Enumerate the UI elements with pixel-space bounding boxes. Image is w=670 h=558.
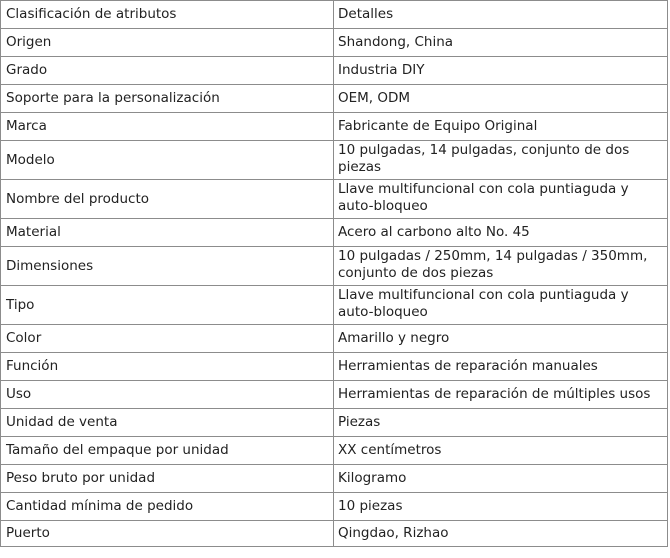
detail-cell: Herramientas de reparación de múltiples usos (334, 381, 668, 409)
table-row (1, 465, 668, 493)
table-row (1, 29, 668, 57)
attribute-cell: Cantidad mínima de pedido (1, 493, 334, 521)
table-row (1, 286, 668, 325)
table-row (1, 381, 668, 409)
table-header-row (1, 1, 668, 29)
table-row (1, 409, 668, 437)
detail-cell: 10 pulgadas, 14 pulgadas, conjunto de dos piezas (334, 141, 668, 180)
attribute-cell: Grado (1, 57, 334, 85)
detail-cell: Shandong, China (334, 29, 668, 57)
attribute-cell: Uso (1, 381, 334, 409)
detail-cell: Amarillo y negro (334, 325, 668, 353)
table-row (1, 325, 668, 353)
table-row (1, 219, 668, 247)
table-row (1, 493, 668, 521)
detail-cell: Piezas (334, 409, 668, 437)
detail-cell: Llave multifuncional con cola puntiaguda y auto-bloqueo (334, 180, 668, 219)
table-row (1, 85, 668, 113)
attribute-header: Clasificación de atributos (1, 1, 334, 29)
detail-cell: Kilogramo (334, 465, 668, 493)
attribute-cell: Dimensiones (1, 247, 334, 286)
detail-header: Detalles (334, 1, 668, 29)
attribute-cell: Material (1, 219, 334, 247)
table-row (1, 113, 668, 141)
attribute-cell: Modelo (1, 141, 334, 180)
attribute-cell: Peso bruto por unidad (1, 465, 334, 493)
detail-cell: OEM, ODM (334, 85, 668, 113)
table-row (1, 247, 668, 286)
table-row (1, 437, 668, 465)
table-row (1, 353, 668, 381)
detail-cell: Qingdao, Rizhao (334, 521, 668, 547)
detail-cell: Industria DIY (334, 57, 668, 85)
table-row (1, 57, 668, 85)
table-row (1, 180, 668, 219)
detail-cell: Herramientas de reparación manuales (334, 353, 668, 381)
table-row (1, 141, 668, 180)
detail-cell: Llave multifuncional con cola puntiaguda y auto-bloqueo (334, 286, 668, 325)
detail-cell: 10 piezas (334, 493, 668, 521)
attribute-cell: Soporte para la personalización (1, 85, 334, 113)
attribute-cell: Marca (1, 113, 334, 141)
attribute-cell: Tamaño del empaque por unidad (1, 437, 334, 465)
detail-cell: Fabricante de Equipo Original (334, 113, 668, 141)
attribute-cell: Unidad de venta (1, 409, 334, 437)
attribute-cell: Color (1, 325, 334, 353)
detail-cell: 10 pulgadas / 250mm, 14 pulgadas / 350mm, conjunto de dos piezas (334, 247, 668, 286)
attribute-cell: Tipo (1, 286, 334, 325)
attribute-cell: Puerto (1, 521, 334, 547)
attribute-cell: Función (1, 353, 334, 381)
attribute-cell: Origen (1, 29, 334, 57)
attribute-cell: Nombre del producto (1, 180, 334, 219)
table-row (1, 521, 668, 547)
detail-cell: XX centímetros (334, 437, 668, 465)
detail-cell: Acero al carbono alto No. 45 (334, 219, 668, 247)
